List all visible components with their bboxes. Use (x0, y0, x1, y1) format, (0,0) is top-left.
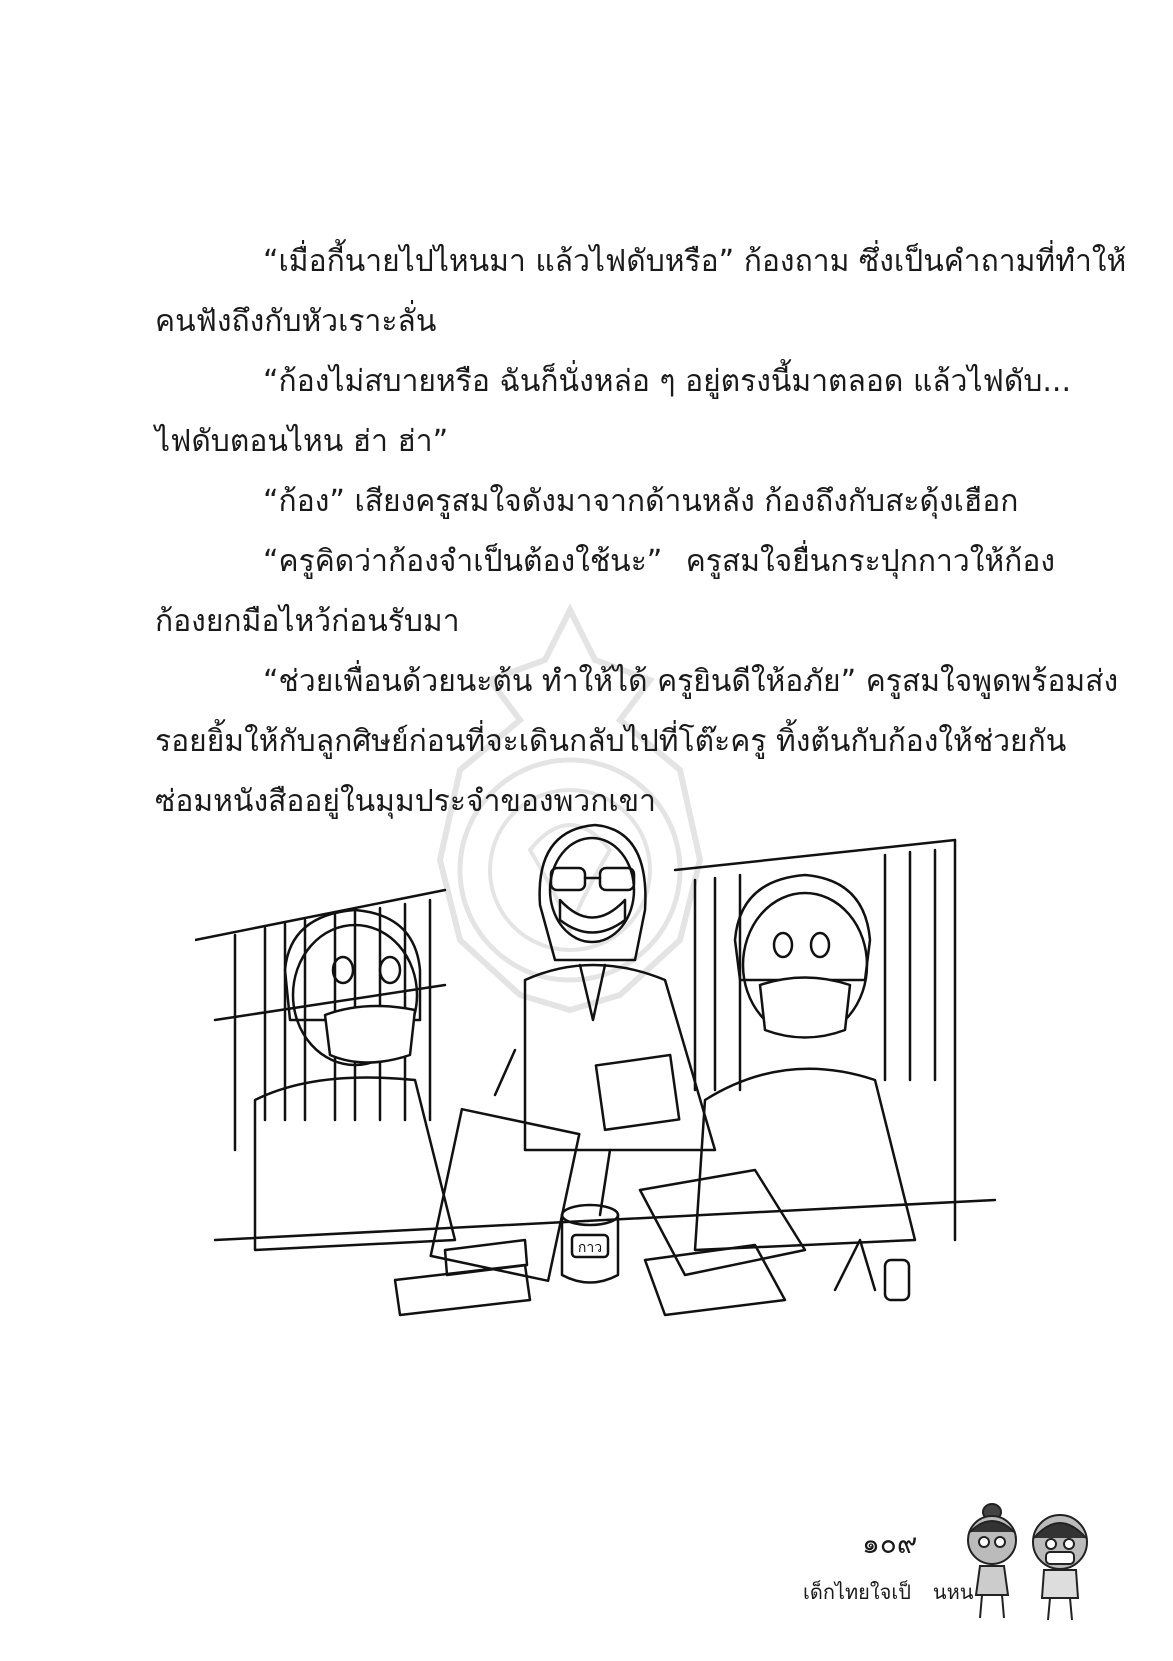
paragraph-2 (155, 352, 1071, 472)
paragraph-3 (155, 472, 1055, 532)
mascot-girl (968, 1504, 1016, 1618)
book-title (803, 1576, 973, 1608)
text-line: “ครูคิดว่าก้องจำเป็นต้องใช้นะ” ครูสมใจยื่นกระปุกกาวให้ก้อง (263, 544, 1055, 579)
glue-jar-label: กาว (577, 1240, 603, 1256)
story-text (155, 232, 1127, 832)
bookshelf-right (675, 840, 955, 1240)
mascot-boy (1033, 1515, 1087, 1620)
book-title-part-2: นหน (932, 1580, 974, 1604)
text-line: “เมื่อกี้นายไปไหนมา แล้วไฟดับหรือ” ก้องถาม ซึ่งเป็นคำถามที่ทำให้ (263, 244, 1127, 279)
boy-right-figure (695, 875, 915, 1250)
book-title-part-1: เด็กไทยใจเป็ (803, 1580, 911, 1604)
text-line: คนฟังถึงกับหัวเราะลั่น (155, 304, 437, 339)
text-line: ซ่อมหนังสืออยู่ในมุมประจำของพวกเขา (155, 784, 656, 819)
text-line: “ก้องไม่สบายหรือ ฉันก็นั่งหล่อ ๆ อยู่ตรงนี้มาตลอด แล้วไฟดับ... (263, 364, 1071, 399)
text-line: “ก้อง” เสียงครูสมใจดังมาจากด้านหลัง ก้องถึงกับสะดุ้งเฮือก (263, 484, 1019, 519)
text-line: ก้องยกมือไหว้ก่อนรับมา (155, 604, 460, 639)
paragraph-5 (155, 652, 1119, 832)
paragraph-1 (155, 232, 1127, 352)
text-line: ไฟดับตอนไหน ฮ่า ฮ่า” (155, 424, 449, 459)
teacher-figure (525, 825, 715, 1150)
boy-left-figure (255, 910, 579, 1281)
text-line: รอยยิ้มให้กับลูกศิษย์ก่อนที่จะเดินกลับไปที่โต๊ะครู ทิ้งต้นกับก้องให้ช่วยกัน (155, 724, 1067, 759)
text-line: “ช่วยเพื่อนด้วยนะต้น ทำให้ได้ ครูยินดีให้อภัย” ครูสมใจพูดพร้อมส่ง (263, 664, 1119, 699)
page-number: ๑๐๙ (862, 1527, 918, 1560)
mascot-characters (952, 1500, 1102, 1625)
paragraph-4 (155, 532, 1055, 652)
table-items (215, 1150, 995, 1315)
story-illustration (195, 820, 1015, 1380)
